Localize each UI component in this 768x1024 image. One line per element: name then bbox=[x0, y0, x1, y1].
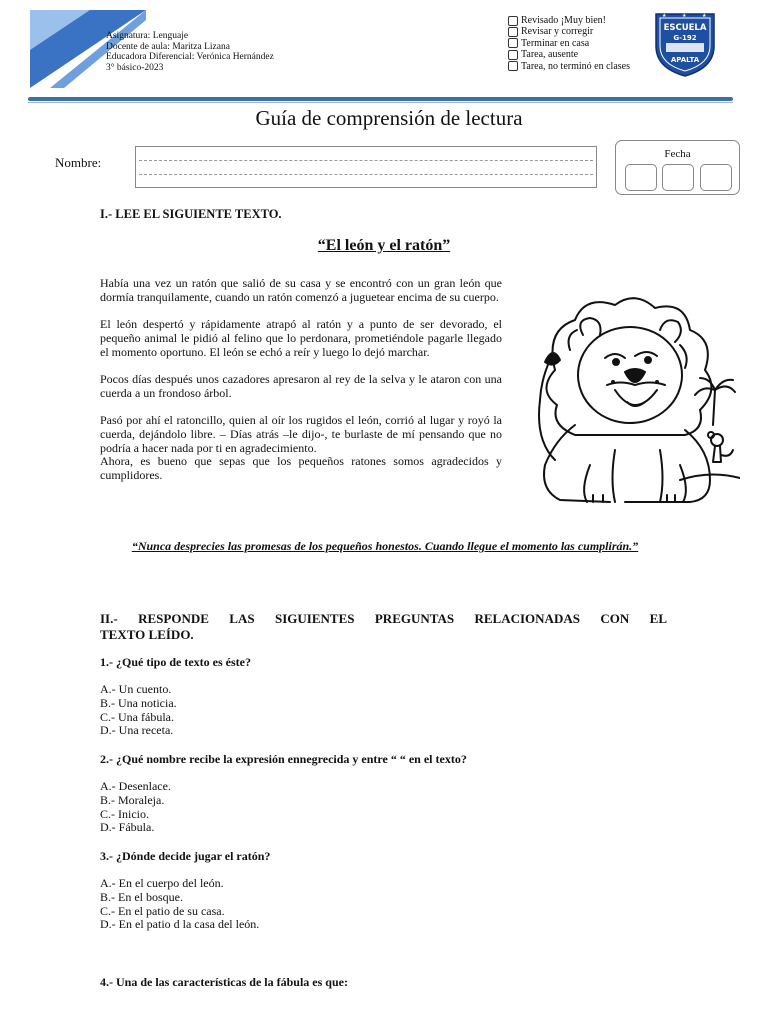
story-paragraph: Pasó por ahí el ratoncillo, quien al oír los rugidos el león, corrió al lugar y royó la cuerda, dejándolo libre. – Días atrás –le dijo-, te burlaste de mí pensando que no podría a hacer nada por ti en agradecimiento. bbox=[100, 413, 502, 455]
date-year-field[interactable] bbox=[700, 164, 732, 191]
story-paragraph: Ahora, es bueno que sepas que los pequeños ratones somos agradecidos y cumplidores. bbox=[100, 454, 502, 483]
section-heading: II.- RESPONDE LAS SIGUIENTES PREGUNTAS RELACIONADAS CON EL TEXTO LEÍDO. bbox=[100, 611, 667, 642]
answer-option[interactable]: B.- Una noticia. bbox=[100, 695, 177, 710]
answer-option[interactable]: C.- En el patio de su casa. bbox=[100, 903, 225, 918]
date-day-field[interactable] bbox=[625, 164, 657, 191]
course-info-subject: Asignatura: Lenguaje bbox=[106, 31, 189, 41]
answer-option[interactable]: A.- Un cuento. bbox=[100, 682, 172, 696]
question-options bbox=[100, 780, 171, 835]
question-options bbox=[100, 683, 177, 738]
checklist-item: Revisar y corregir bbox=[508, 26, 630, 37]
checkbox[interactable] bbox=[508, 38, 518, 48]
story-paragraph: El león despertó y rápidamente atrapó al ratón y a punto de ser devorado, el pequeño animal le pidió al felino que lo perdonara, prometiéndole pagarle llegado el momento oportuno. El león se echó a reír y luego lo dejó marchar. bbox=[100, 317, 502, 359]
course-info bbox=[106, 31, 274, 73]
course-info-grade: 3° básico-2023 bbox=[106, 62, 164, 73]
story-title: “El león y el ratón” bbox=[317, 237, 451, 254]
svg-text:ESCUELA: ESCUELA bbox=[663, 23, 707, 33]
section-heading: I.- LEE EL SIGUIENTE TEXTO. bbox=[100, 207, 282, 221]
checklist-item: Terminar en casa bbox=[508, 38, 630, 49]
story-text bbox=[100, 277, 502, 483]
date-box bbox=[615, 140, 740, 195]
question-text: 3.- ¿Dónde decide jugar el ratón? bbox=[100, 849, 271, 863]
checklist-item: Revisado ¡Muy bien! bbox=[508, 15, 630, 26]
svg-text:APALTA: APALTA bbox=[670, 56, 700, 64]
question-options bbox=[100, 877, 259, 932]
course-info-educator: Educadora Diferencial: Verónica Hernández bbox=[106, 52, 274, 62]
answer-option[interactable]: A.- En el cuerpo del león. bbox=[100, 876, 224, 890]
answer-option[interactable]: D.- Fábula. bbox=[100, 820, 155, 835]
date-label: Fecha bbox=[664, 148, 691, 160]
school-badge-logo bbox=[652, 8, 718, 78]
answer-option[interactable]: D.- Una receta. bbox=[100, 723, 174, 738]
answer-option[interactable]: D.- En el patio d la casa del león. bbox=[100, 917, 260, 932]
answer-option[interactable]: C.- Una fábula. bbox=[100, 709, 174, 724]
answer-option[interactable]: B.- En el bosque. bbox=[100, 889, 183, 904]
checkbox[interactable] bbox=[508, 61, 518, 71]
date-month-field[interactable] bbox=[662, 164, 694, 191]
svg-text:G-192: G-192 bbox=[673, 34, 697, 42]
course-info-teacher: Docente de aula: Maritza Lizana bbox=[106, 41, 230, 52]
story-paragraph: Había una vez un ratón que salió de su casa y se encontró con un gran león que dormía tranquilamente, cuando un ratón comenzó a juguetear encima de su cuerpo. bbox=[100, 276, 502, 304]
question-text: 1.- ¿Qué tipo de texto es éste? bbox=[100, 655, 251, 669]
question-text: 2.- ¿Qué nombre recibe la expresión ennegrecida y entre “ “ en el texto? bbox=[100, 752, 467, 766]
review-checklist bbox=[508, 15, 630, 72]
story-paragraph: Pocos días después unos cazadores apresaron al rey de la selva y le ataron con una cuerda a un frondoso árbol. bbox=[100, 371, 502, 400]
answer-option[interactable]: A.- Desenlace. bbox=[100, 779, 171, 793]
answer-option[interactable]: B.- Moraleja. bbox=[100, 792, 165, 807]
svg-text:★: ★ bbox=[682, 13, 687, 19]
story-moral: “Nunca desprecies las promesas de los pequeños honestos. Cuando llegue el momento las cumplirán.” bbox=[131, 539, 639, 553]
question-text: 4.- Una de las características de la fábula es que: bbox=[100, 975, 348, 989]
answer-option[interactable]: C.- Inicio. bbox=[100, 806, 149, 821]
checkbox[interactable] bbox=[508, 50, 518, 60]
checklist-item: Tarea, no terminó en clases bbox=[508, 61, 630, 72]
lion-mouse-illustration bbox=[515, 290, 740, 515]
svg-text:★: ★ bbox=[662, 13, 667, 19]
name-label: Nombre: bbox=[55, 155, 102, 170]
svg-text:★: ★ bbox=[702, 13, 707, 19]
checkbox[interactable] bbox=[508, 16, 518, 26]
header-divider bbox=[28, 97, 733, 101]
header-divider-thin bbox=[28, 102, 733, 103]
checklist-item: Tarea, ausente bbox=[508, 49, 630, 60]
name-field[interactable] bbox=[135, 146, 597, 188]
page-title: Guía de comprensión de lectura bbox=[255, 106, 523, 130]
checkbox[interactable] bbox=[508, 27, 518, 37]
